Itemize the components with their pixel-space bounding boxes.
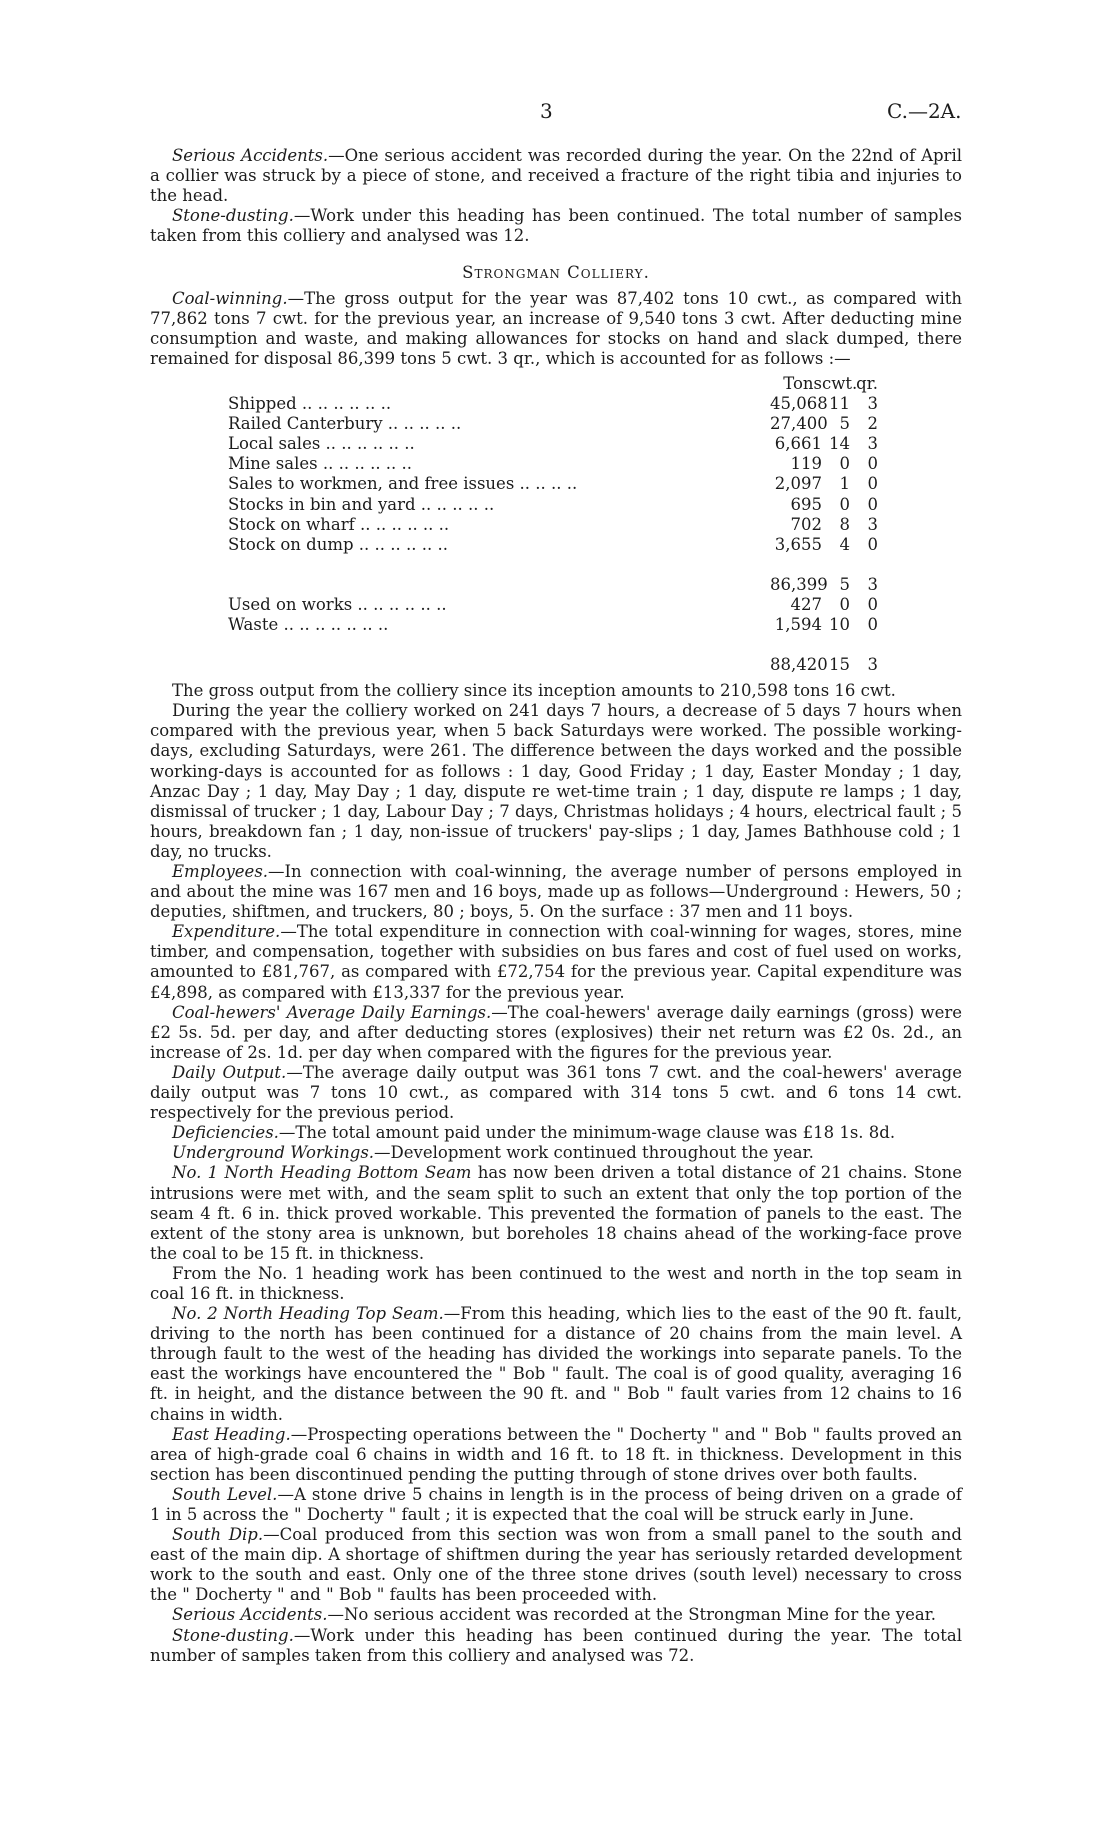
paragraph-no1-heading: No. 1 North Heading Bottom Seam has now been driven a total distance of 21 chains. Stone intrusions were met with, and the seam split to such an extent that only the top portion of the seam 4 ft. 6 in. thick proved workable. This prevented the formation of panels to the east. The extent of the stony area is unknown, but boreholes 18 chains ahead of the working-face prove the coal to be 15 ft. in thickness. bbox=[150, 1163, 962, 1263]
row-tons: 45,068 bbox=[770, 394, 828, 414]
paragraph-south-dip: South Dip.—Coal produced from this section was won from a small panel to the south and east of the main dip. A shortage of shiftmen during the year has seriously retarded development work to the south and east. Only one of the three stone drives (south level) necessary to cross the " Docherty " and " Bob " faults has been proceeded with. bbox=[150, 1525, 962, 1605]
paragraph-stone-dusting-previous: Stone-dusting.—Work under this heading has been continued. The total number of samples taken from this colliery and analysed was 12. bbox=[150, 206, 962, 246]
row-qr: 3 bbox=[867, 394, 878, 414]
table-total-row: 88,420 15 3 bbox=[770, 655, 878, 675]
row-label: Stock on dump .. .. .. .. .. .. bbox=[228, 534, 448, 554]
paragraph-employees: Employees.—In connection with coal-winning, the average number of persons employed in and about the mine was 167 men and 16 boys, made up as follows—Underground : Hewers, 50 ; deputies, shiftmen, and truckers, 80 ; boys, 5. On the surface : 37 men and 11 boys. bbox=[150, 862, 962, 922]
table-subtotal-row: 86,399 5 3 bbox=[770, 574, 878, 594]
paragraph-stone-dusting: Stone-dusting.—Work under this heading has been continued during the year. The total number of samples taken from this colliery and analysed was 72. bbox=[150, 1625, 962, 1665]
column-header-qr: qr. bbox=[856, 373, 878, 393]
row-label: Sales to workmen, and free issues .. .. .. .. bbox=[228, 474, 578, 494]
table-row bbox=[228, 595, 878, 615]
page-number: 3 bbox=[540, 99, 553, 123]
paragraph-coal-winning: Coal-winning.—The gross output for the year was 87,402 tons 10 cwt., as compared with 77,862 tons 7 cwt. for the previous year, an increase of 9,540 tons 3 cwt. After deducting mine consumption and waste, and making allowances for stocks on hand and slack dumped, there remained for disposal 86,399 tons 5 cwt. 3 qr., which is accounted for as follows :— bbox=[150, 288, 962, 368]
row-cwt: 1 bbox=[839, 474, 850, 494]
row-qr: 0 bbox=[867, 454, 878, 474]
table-row bbox=[228, 454, 878, 474]
row-cwt: 11 bbox=[829, 394, 850, 414]
row-label: Railed Canterbury .. .. .. .. .. bbox=[228, 414, 462, 434]
row-cwt: 5 bbox=[839, 414, 850, 434]
row-tons: 1,594 bbox=[774, 614, 822, 634]
row-cwt: 0 bbox=[839, 454, 850, 474]
table-row bbox=[228, 535, 878, 555]
row-label: Local sales .. .. .. .. .. .. bbox=[228, 434, 415, 454]
row-qr: 2 bbox=[867, 414, 878, 434]
paragraph-expenditure: Expenditure.—The total expenditure in connection with coal-winning for wages, stores, mine timber, and compensation, together with subsidies on bus fares and cost of fuel used on works, amounted to £81,767, as compared with £72,754 for the previous year. Capital expenditure was £4,898, as compared with £13,337 for the previous year. bbox=[150, 922, 962, 1002]
paragraph-east-heading: East Heading.—Prospecting operations between the " Docherty " and " Bob " faults proved an area of high-grade coal 6 chains in width and 16 ft. to 18 ft. in thickness. Development in this section has been discontinued pending the putting through of stone drives over both faults. bbox=[150, 1424, 962, 1484]
row-tons: 119 bbox=[790, 454, 822, 474]
row-cwt: 0 bbox=[839, 494, 850, 514]
row-qr: 3 bbox=[867, 434, 878, 454]
table-row bbox=[228, 434, 878, 454]
row-qr: 0 bbox=[867, 614, 878, 634]
row-qr: 0 bbox=[867, 534, 878, 554]
table-row bbox=[228, 474, 878, 494]
row-cwt: 14 bbox=[829, 434, 850, 454]
row-label: Used on works .. .. .. .. .. .. bbox=[228, 594, 447, 614]
row-tons: 2,097 bbox=[774, 474, 822, 494]
paragraph-no2-heading: No. 2 North Heading Top Seam.—From this heading, which lies to the east of the 90 ft. fault, driving to the north has been continued for a distance of 20 chains from the main level. A through fault to the west of the heading has divided the workings into separate panels. To the east the workings have encountered the " Bob " fault. The coal is of good quality, averaging 16 ft. in height, and the distance between the 90 ft. and " Bob " fault varies from 12 chains to 16 chains in width. bbox=[150, 1304, 962, 1424]
row-label: Shipped .. .. .. .. .. .. bbox=[228, 394, 392, 414]
row-cwt: 4 bbox=[839, 534, 850, 554]
document-reference: C.—2A. bbox=[887, 99, 962, 123]
row-label: Waste .. .. .. .. .. .. .. bbox=[228, 614, 389, 634]
paragraph-days-worked: During the year the colliery worked on 241 days 7 hours, a decrease of 5 days 7 hours when compared with the previous year, when 5 back Saturdays were worked. The possible working-days, excluding Saturdays, were 261. The difference between the days worked and the possible working-days is accounted for as follows : 1 day, Good Friday ; 1 day, Easter Monday ; 1 day, Anzac Day ; 1 day, May Day ; 1 day, dispute re wet-time train ; 1 day, dispute re lamps ; 1 day, dismissal of trucker ; 1 day, Labour Day ; 7 days, Christmas holidays ; 4 hours, electrical fault ; 5 hours, breakdown fan ; 1 day, non-issue of truckers' pay-slips ; 1 day, James Bathhouse cold ; 1 day, no trucks. bbox=[150, 701, 962, 861]
row-label: Stock on wharf .. .. .. .. .. .. bbox=[228, 514, 450, 534]
table-row bbox=[228, 495, 878, 515]
table-row bbox=[228, 414, 878, 434]
row-tons: 27,400 bbox=[770, 414, 828, 434]
row-qr: 0 bbox=[867, 594, 878, 614]
row-qr: 0 bbox=[867, 494, 878, 514]
row-qr: 0 bbox=[867, 474, 878, 494]
disposal-table bbox=[228, 374, 878, 675]
paragraph-gross-since-inception: The gross output from the colliery since its inception amounts to 210,598 tons 16 cwt. bbox=[172, 681, 896, 701]
table-body-additions bbox=[228, 595, 878, 635]
row-tons: 427 bbox=[790, 594, 822, 614]
row-cwt: 10 bbox=[829, 614, 850, 634]
paragraph-daily-output: Daily Output.—The average daily output was 361 tons 7 cwt. and the coal-hewers' average daily output was 7 tons 10 cwt., as compared with 314 tons 5 cwt. and 6 tons 14 cwt. respectively for the previous period. bbox=[150, 1062, 962, 1123]
table-row bbox=[228, 615, 878, 635]
row-tons: 3,655 bbox=[774, 534, 822, 554]
table-row bbox=[228, 394, 878, 414]
row-tons: 695 bbox=[790, 494, 822, 514]
row-tons: 702 bbox=[790, 514, 822, 534]
row-label: Stocks in bin and yard .. .. .. .. .. bbox=[228, 494, 495, 514]
table-header-row bbox=[228, 374, 878, 394]
paragraph-deficiencies: Deficiencies.—The total amount paid under the minimum-wage clause was £18 1s. 8d. bbox=[172, 1123, 896, 1143]
row-label: Mine sales .. .. .. .. .. .. bbox=[228, 454, 413, 474]
column-header-cwt: cwt. bbox=[822, 373, 858, 393]
table-body bbox=[228, 394, 878, 555]
row-qr: 3 bbox=[867, 514, 878, 534]
paragraph-underground-workings: Underground Workings.—Development work continued throughout the year. bbox=[172, 1143, 814, 1163]
paragraph-serious-accidents-previous: Serious Accidents.—One serious accident was recorded during the year. On the 22nd of April a collier was struck by a piece of stone, and received a fracture of the right tibia and injuries to the head. bbox=[150, 146, 962, 206]
paragraph-serious-accidents: Serious Accidents.—No serious accident was recorded at the Strongman Mine for the year. bbox=[172, 1605, 936, 1625]
column-header-tons: Tons bbox=[783, 373, 822, 393]
table-row bbox=[228, 515, 878, 535]
paragraph-earnings: Coal-hewers' Average Daily Earnings.—The coal-hewers' average daily earnings (gross) were £2 5s. 5d. per day, and after deducting stores (explosives) their net return was £2 0s. 2d., an increase of 2s. 1d. per day when compared with the figures for the previous year. bbox=[150, 1002, 963, 1062]
section-heading: Strongman Colliery. bbox=[462, 263, 650, 283]
row-cwt: 0 bbox=[839, 594, 850, 614]
row-cwt: 8 bbox=[839, 514, 850, 534]
body-text bbox=[150, 146, 962, 1666]
row-tons: 6,661 bbox=[774, 434, 822, 454]
paragraph-no1-continued: From the No. 1 heading work has been continued to the west and north in the top seam in coal 16 ft. in thickness. bbox=[150, 1263, 962, 1303]
paragraph-south-level: South Level.—A stone drive 5 chains in length is in the process of being driven on a grade of 1 in 5 across the " Docherty " fault ; it is expected that the coal will be struck early in June. bbox=[150, 1484, 962, 1524]
